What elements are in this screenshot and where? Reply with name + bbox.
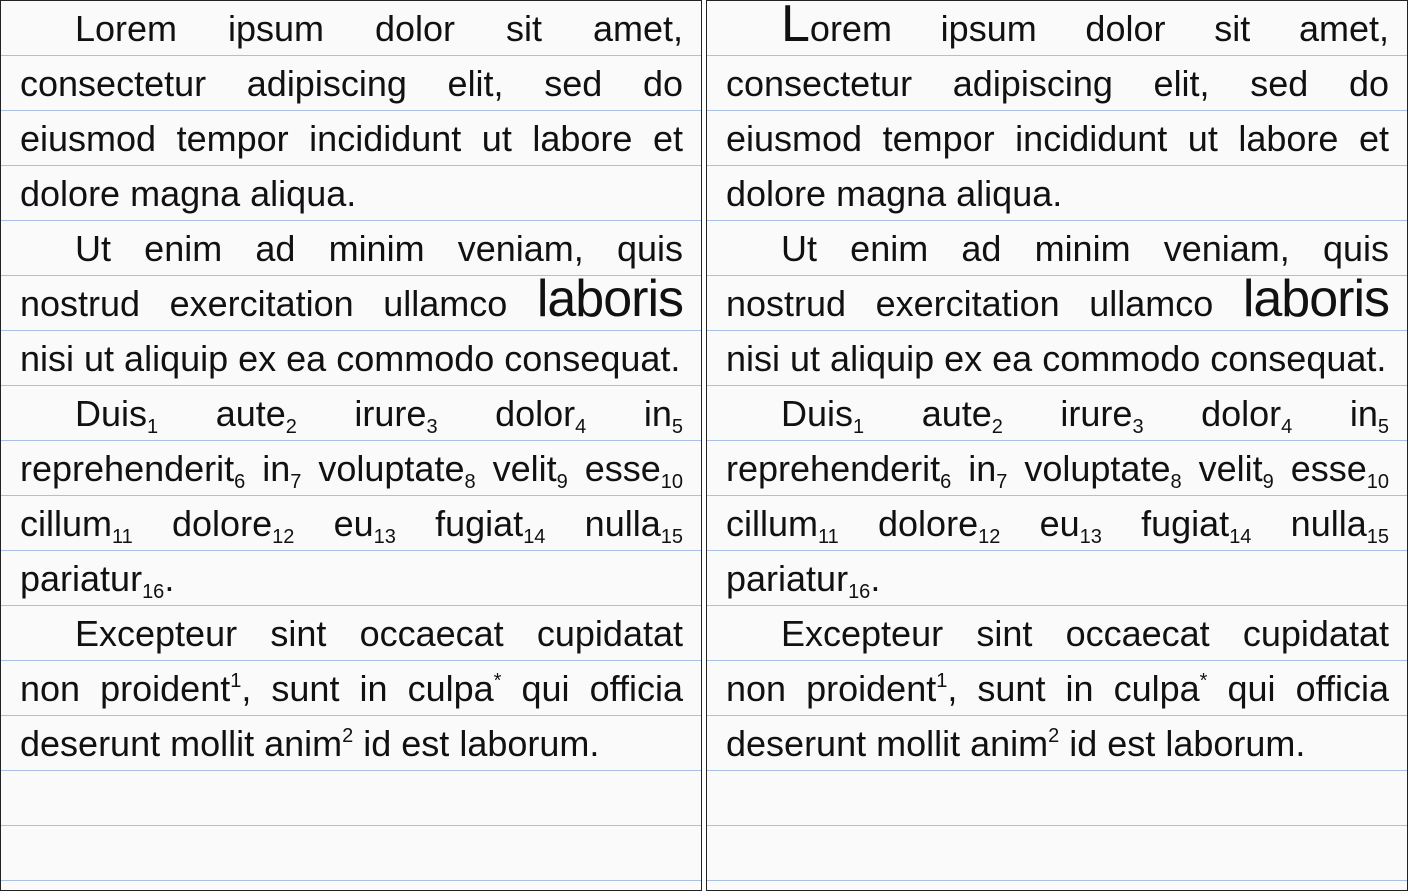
indexed-word: $in_7$: [262, 448, 302, 493]
indexed-word: fugiat$_{14}$: [1141, 503, 1252, 548]
word-index-subscript: 12: [272, 526, 295, 548]
paragraph-1: [726, 1, 1389, 221]
superscript-2: 2: [342, 725, 354, 747]
paragraph-3-end: .: [164, 558, 175, 599]
indexed-word: reprehenderit$_6$: [20, 448, 246, 493]
paragraph-4: [726, 606, 1389, 771]
indexed-word: voluptate$_8$: [1024, 448, 1182, 493]
word-index-subscript: 14: [1229, 526, 1252, 548]
paragraph-2-text-before: Ut enim ad minim veniam, quis nostrud exercitation ullamco: [726, 228, 1389, 324]
word-index-subscript: 9: [556, 471, 568, 493]
large-word-laboris: laboris: [536, 270, 683, 328]
text-panel-right: [706, 0, 1408, 891]
superscript-1: 1: [936, 670, 948, 692]
text-panel-left: [0, 0, 702, 891]
word-index-subscript: 12: [978, 526, 1001, 548]
paragraph-4-text-c: qui officia deserunt mollit anim: [726, 668, 1389, 764]
paragraph-4-text-d: id est laborum.: [1059, 723, 1306, 764]
indexed-word: $in_7$: [968, 448, 1008, 493]
indexed-word: voluptate$_8$: [318, 448, 476, 493]
indexed-word: $eu_{13}$: [1039, 503, 1102, 548]
indexed-word: Duis$_1$: [781, 393, 865, 438]
paragraph-1-text: orem ipsum dolor sit amet, consectetur adipiscing elit, sed do eiusmod tempor incididunt ut labore et dolore magna aliqua.: [726, 8, 1389, 214]
indexed-word: $in_5$: [1349, 393, 1389, 438]
indexed-word: Duis$_1$: [75, 393, 159, 438]
drop-cap-letter: L: [781, 0, 810, 53]
indexed-word: pariatur$_{16}$: [726, 558, 871, 603]
word-index-subscript: 14: [523, 526, 546, 548]
paragraph-1: Lorem ipsum dolor sit amet, consectetur adipiscing elit, sed do eiusmod tempor incididunt ut labore et dolore magna aliqua.: [20, 8, 683, 214]
indexed-word: pariatur$_{16}$: [20, 558, 165, 603]
word-index-subscript: 5: [1377, 416, 1389, 438]
text-content: [726, 1, 1389, 771]
paragraph-2-text-before: Ut enim ad minim veniam, quis nostrud exercitation ullamco: [20, 228, 683, 324]
superscript-asterisk: *: [493, 670, 502, 692]
word-index-subscript: 6: [234, 471, 246, 493]
indexed-word: fugiat$_{14}$: [435, 503, 546, 548]
indexed-word: cillum$_{11}$: [726, 503, 839, 548]
large-word-laboris: laboris: [1242, 270, 1389, 328]
indexed-word: velit$_9$: [492, 448, 568, 493]
word-index-subscript: 11: [818, 526, 839, 548]
paragraph-3: [726, 386, 1389, 606]
word-index-subscript: 9: [1262, 471, 1274, 493]
word-index-subscript: 13: [373, 526, 396, 548]
indexed-word: esse$_{10}$: [1290, 448, 1389, 493]
word-index-subscript: 3: [1132, 416, 1144, 438]
word-index-subscript: 8: [464, 471, 476, 493]
word-index-subscript: 11: [112, 526, 133, 548]
indexed-word: dolore$_{12}$: [172, 503, 295, 548]
word-index-subscript: 2: [285, 416, 297, 438]
indexed-word: nulla$_{15}$: [584, 503, 683, 548]
indexed-word: irure$_3$: [1060, 393, 1144, 438]
word-index-subscript: 10: [660, 471, 683, 493]
text-content: [20, 1, 683, 771]
paragraph-4-text-c: qui officia deserunt mollit anim: [20, 668, 683, 764]
paragraph-4-text-a: Excepteur sint occaecat cupidatat non proident: [726, 613, 1389, 709]
word-index-subscript: 15: [1366, 526, 1389, 548]
indexed-word: irure$_3$: [354, 393, 438, 438]
word-index-subscript: 3: [426, 416, 438, 438]
superscript-asterisk: *: [1199, 670, 1208, 692]
word-index-subscript: 7: [290, 471, 302, 493]
indexed-word: reprehenderit$_6$: [726, 448, 952, 493]
paragraph-4-text-d: id est laborum.: [353, 723, 600, 764]
paragraph-4: [20, 606, 683, 771]
indexed-word: cillum$_{11}$: [20, 503, 133, 548]
word-index-subscript: 4: [575, 416, 587, 438]
indexed-word: $eu_{13}$: [333, 503, 396, 548]
word-index-subscript: 6: [940, 471, 952, 493]
paragraph-4-text-a: Excepteur sint occaecat cupidatat non proident: [20, 613, 683, 709]
word-index-subscript: 10: [1366, 471, 1389, 493]
word-index-subscript: 7: [996, 471, 1008, 493]
word-index-subscript: 16: [142, 581, 165, 603]
word-index-subscript: 5: [671, 416, 683, 438]
indexed-word: velit$_9$: [1198, 448, 1274, 493]
indexed-word: dolor$_4$: [495, 393, 587, 438]
indexed-word: dolore$_{12}$: [878, 503, 1001, 548]
word-index-subscript: 15: [660, 526, 683, 548]
paragraph-2: [20, 221, 683, 386]
word-index-subscript: 4: [1281, 416, 1293, 438]
paragraph-2-text-after: nisi ut aliquip ex ea commodo consequat.: [726, 338, 1387, 379]
paragraph-3: [20, 386, 683, 606]
superscript-2: 2: [1048, 725, 1060, 747]
superscript-1: 1: [230, 670, 242, 692]
indexed-word: dolor$_4$: [1201, 393, 1293, 438]
indexed-word: $in_5$: [643, 393, 683, 438]
word-index-subscript: 13: [1079, 526, 1102, 548]
word-index-subscript: 2: [991, 416, 1003, 438]
paragraph-2: [726, 221, 1389, 386]
indexed-word: nulla$_{15}$: [1290, 503, 1389, 548]
paragraph-4-text-b: , sunt in culpa: [947, 668, 1200, 709]
word-index-subscript: 8: [1170, 471, 1182, 493]
word-index-subscript: 16: [848, 581, 871, 603]
indexed-word: aute$_2$: [921, 393, 1003, 438]
paragraph-3-end: .: [870, 558, 881, 599]
indexed-word: esse$_{10}$: [584, 448, 683, 493]
word-index-subscript: 1: [147, 416, 159, 438]
paragraph-2-text-after: nisi ut aliquip ex ea commodo consequat.: [20, 338, 681, 379]
indexed-word: aute$_2$: [215, 393, 297, 438]
paragraph-4-text-b: , sunt in culpa: [241, 668, 494, 709]
word-index-subscript: 1: [853, 416, 865, 438]
